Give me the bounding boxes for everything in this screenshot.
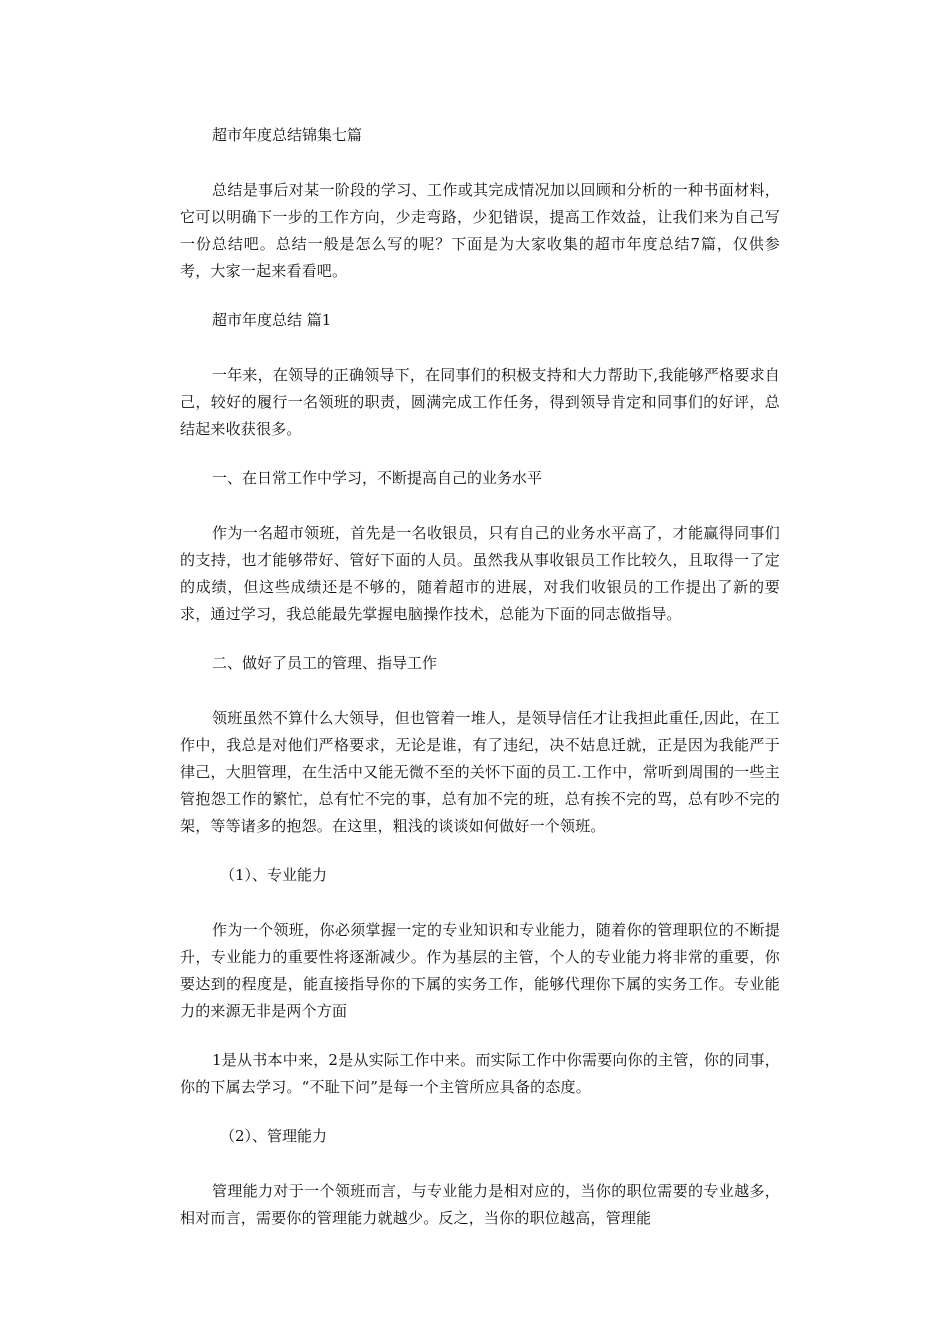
- heading-one-paragraph: 作为一名超市领班，首先是一名收银员，只有自己的业务水平高了，才能赢得同事们的支持，也才能够带好、管好下面的人员。虽然我从事收银员工作比较久，且取得一了定的成绩，但这些成绩还是不够的，随着超市的进展，对我们收银员的工作提出了新的要求，通过学习，我总能最先掌握电脑操作技术，总能为下面的同志做指导。: [180, 524, 780, 623]
- intro-paragraph: 总结是事后对某一阶段的学习、工作或其完成情况加以回顾和分析的一种书面材料，它可以明确下一步的工作方向，少走弯路，少犯错误，提高工作效益，让我们来为自己写一份总结吧。总结一般是怎么写的呢？下面是为大家收集的超市年度总结7篇，仅供参考，大家一起来看看吧。: [180, 181, 780, 280]
- professional-ability-paragraph-2: 1是从书本中来，2是从实际工作中来。而实际工作中你需要向你的主管，你的同事，你的下属去学习。“不耻下问”是每一个主管所应具备的态度。: [180, 1051, 780, 1096]
- heading-two-paragraph: 领班虽然不算什么大领导，但也管着一堆人，是领导信任才让我担此重任,因此，在工作中，我总是对他们严格要求，无论是谁，有了违纪，决不姑息迁就，正是因为我能严于律己，大胆管理，在生活中又能无微不至的关怀下面的员工.工作中，常听到周围的一些主管抱怨工作的繁忙，总有忙不完的事，总有加不完的班，总有挨不完的骂，总有吵不完的架，等等诸多的抱怨。在这里，粗浅的谈谈如何做好一个领班。: [180, 709, 780, 835]
- management-ability-paragraph: 管理能力对于一个领班而言，与专业能力是相对应的，当你的职位需要的专业越多，相对而言，需要你的管理能力就越少。反之，当你的职位越高，管理能: [180, 1182, 780, 1227]
- subheading-professional-ability: （1）、专业能力: [220, 866, 328, 884]
- subheading-management-ability: （2）、管理能力: [220, 1127, 328, 1145]
- document-body: [180, 122, 780, 1254]
- professional-ability-paragraph: 作为一个领班，你必须掌握一定的专业知识和专业能力，随着你的管理职位的不断提升，专业能力的重要性将逐渐减少。作为基层的主管，个人的专业能力将非常的重要，你要达到的程度是，能直接指导你的下属的实务工作，能够代理你下属的实务工作。专业能力的来源无非是两个方面: [180, 921, 780, 1020]
- section-paragraph: 一年来，在领导的正确领导下，在同事们的积极支持和大力帮助下,我能够严格要求自己，较好的履行一名领班的职责，圆满完成工作任务，得到领导肯定和同事们的好评，总结起来收获很多。: [180, 366, 780, 438]
- document-title: 超市年度总结锦集七篇: [212, 126, 363, 144]
- heading-two: 二、做好了员工的管理、指导工作: [212, 654, 438, 672]
- section-title: 超市年度总结 篇1: [212, 311, 332, 329]
- heading-one: 一、在日常工作中学习，不断提高自己的业务水平: [212, 469, 543, 487]
